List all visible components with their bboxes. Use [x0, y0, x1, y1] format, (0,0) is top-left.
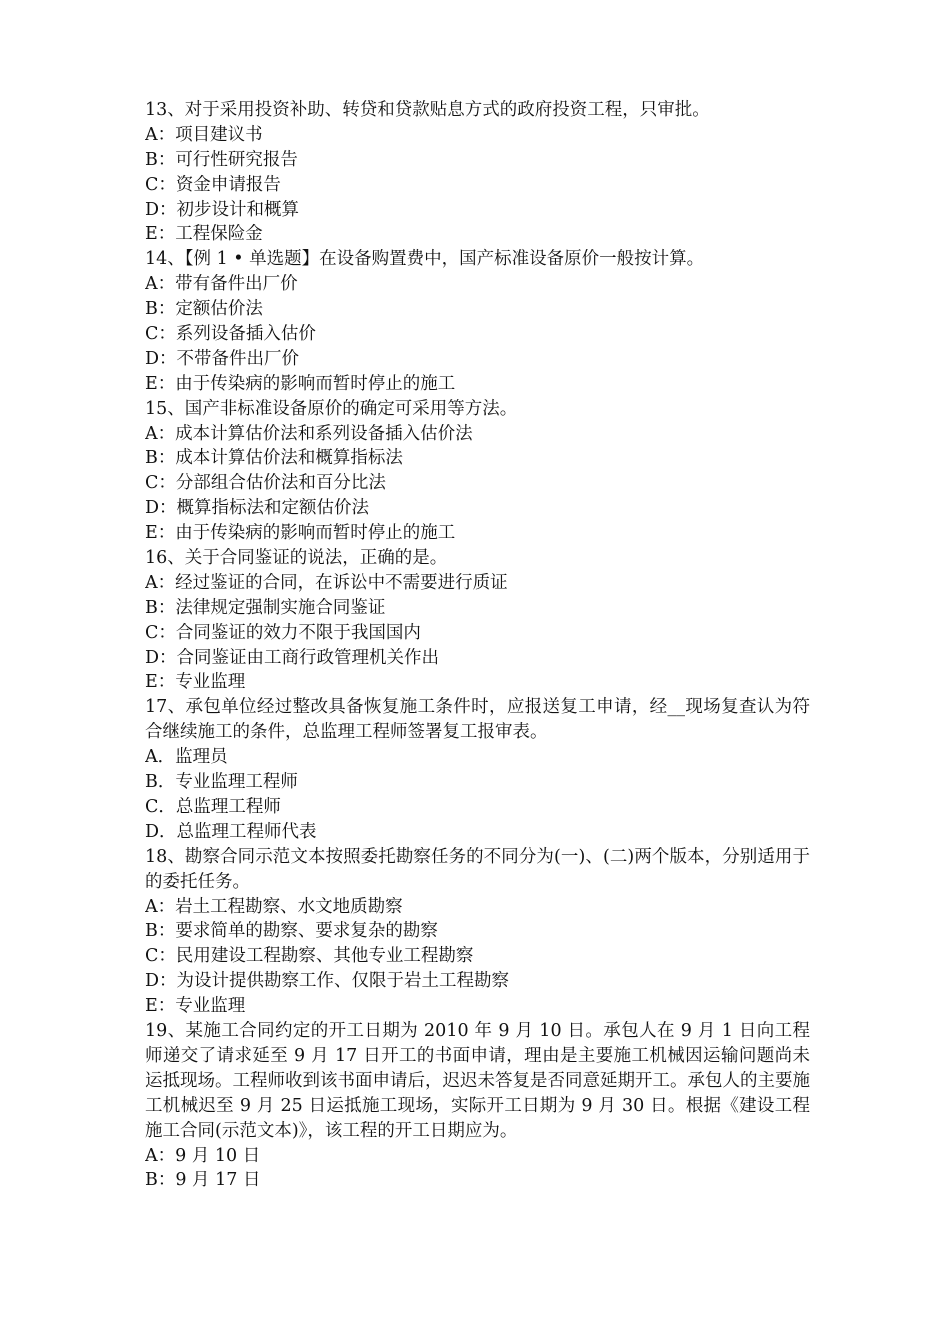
question-15-option-b: B：成本计算估价法和概算指标法	[145, 448, 403, 469]
question-16-option-b: B：法律规定强制实施合同鉴证	[145, 597, 386, 618]
question-16-option-d: D：合同鉴证由工商行政管理机关作出	[145, 647, 440, 668]
question-19-option-b: B：9 月 17 日	[145, 1170, 261, 1191]
question-19-option-a: A：9 月 10 日	[145, 1145, 261, 1166]
question-16-option-c: C：合同鉴证的效力不限于我国国内	[145, 622, 421, 643]
question-18-option-e: E：专业监理	[145, 996, 246, 1017]
question-13-text: 13、对于采用投资补助、转贷和贷款贴息方式的政府投资工程，只审批。	[145, 100, 710, 120]
question-13-option-d: D：初步设计和概算	[145, 199, 300, 220]
question-18-option-c: C：民用建设工程勘察、其他专业工程勘察	[145, 946, 474, 967]
question-18-option-d: D：为设计提供勘察工作、仅限于岩土工程勘察	[145, 971, 510, 992]
question-17-option-d: D．总监理工程师代表	[145, 821, 317, 842]
question-15-option-c: C：分部组合估价法和百分比法	[145, 473, 386, 494]
question-16-text: 16、关于合同鉴证的说法，正确的是。	[145, 548, 448, 569]
question-14-option-d: D：不带备件出厂价	[145, 348, 300, 369]
question-17-text: 17、承包单位经过整改具备恢复施工条件时，应报送复工申请，经__现场复查认为符合继续施工的条件，总监理工程师签署复工报审表。	[145, 697, 810, 743]
question-16-option-e: E：专业监理	[145, 672, 246, 693]
question-13-option-e: E：工程保险金	[145, 224, 263, 245]
question-14-option-c: C：系列设备插入估价	[145, 324, 316, 345]
question-18-option-a: A：岩土工程勘察、水文地质勘察	[145, 896, 403, 917]
question-15-option-d: D：概算指标法和定额估价法	[145, 498, 370, 519]
question-14-option-a: A：带有备件出厂价	[145, 274, 298, 295]
question-13-option-a: A：项目建议书	[145, 124, 263, 145]
question-19-text: 19、某施工合同约定的开工日期为 2010 年 9 月 10 日。承包人在 9 月 1 日向工程师递交了请求延至 9 月 17 日开工的书面申请，理由是主要施工机械因运输问题尚未运抵现场。工程师收到该书面申请后，迟迟未答复是否同意延期开工。承包人的主要施工机械迟至 9 月 25 日运抵施工现场，实际开工日期为 9 月 30 日。根据《建设工程施工合同(示范文本)》，该工程的开工日期应为。	[145, 1021, 810, 1141]
question-18-option-b: B：要求简单的勘察、要求复杂的勘察	[145, 921, 438, 942]
question-15-text: 15、国产非标准设备原价的确定可采用等方法。	[145, 398, 518, 419]
question-15-option-a: A：成本计算估价法和系列设备插入估价法	[145, 423, 473, 444]
question-13-option-c: C：资金申请报告	[145, 174, 281, 195]
question-14-option-b: B：定额估价法	[145, 299, 263, 320]
question-17-option-c: C．总监理工程师	[145, 796, 281, 817]
question-18-text: 18、勘察合同示范文本按照委托勘察任务的不同分为(一)、(二)两个版本，分别适用于的委托任务。	[145, 846, 810, 892]
question-15-option-e: E：由于传染病的影响而暂时停止的施工	[145, 523, 456, 544]
question-14-option-e: E：由于传染病的影响而暂时停止的施工	[145, 373, 456, 394]
question-13-option-b: B：可行性研究报告	[145, 149, 298, 170]
question-14-text: 14、【例 1 • 单选题】在设备购置费中，国产标准设备原价一般按计算。	[145, 249, 705, 270]
question-17-option-b: B．专业监理工程师	[145, 772, 298, 793]
question-16-option-a: A：经过鉴证的合同，在诉讼中不需要进行质证	[145, 572, 508, 593]
document-body	[145, 98, 810, 1193]
question-17-option-a: A．监理员	[145, 747, 228, 768]
